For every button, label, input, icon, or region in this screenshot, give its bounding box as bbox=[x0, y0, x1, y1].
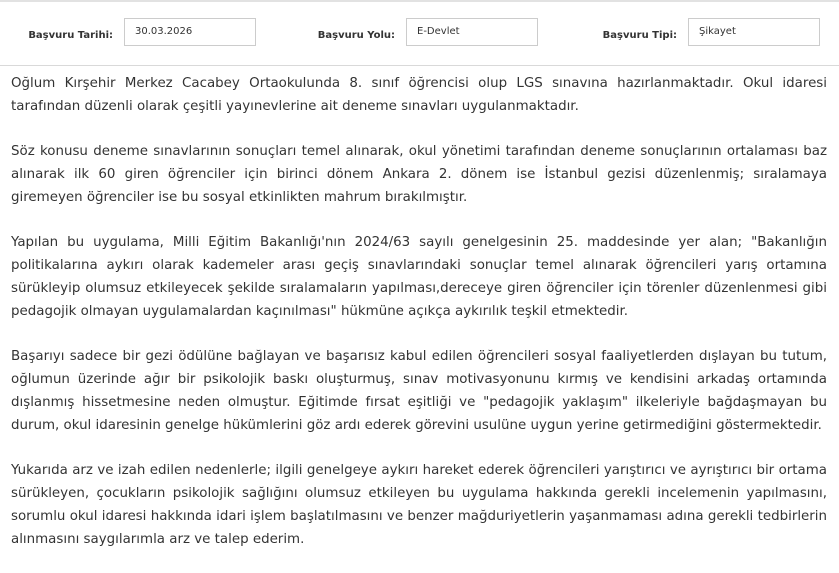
application-type-field[interactable]: Şikayet bbox=[688, 18, 820, 46]
application-type-label: Başvuru Tipi: bbox=[602, 30, 677, 41]
complaint-paragraph-3: Yapılan bu uygulama, Milli Eğitim Bakanlığı'nın 2024/63 sayılı genelgesinin 25. maddesinde yer alan; "Bakanlığın politikalarına aykırı olarak kademeler arası geçiş sınavlarındaki sonuçlar temel alınarak öğrencileri yarış ortamına sürükleyip olumsuz etkileyecek şekilde sıralamaların yapılması,dereceye giren öğrenciler için törenler düzenlenmesi gibi pedagojik olmayan uygulamalardan kaçınılması" hükmüne açıkça aykırılık teşkil etmektedir. bbox=[11, 235, 827, 319]
application-info-header bbox=[0, 2, 839, 66]
complaint-paragraph-2: Söz konusu deneme sınavlarının sonuçları temel alınarak, okul yönetimi tarafından deneme sonuçlarının ortalaması baz alınarak ilk 60 giren öğrenciler için birinci dönem Ankara 2. dönem ise İstanbul gezisi düzenlenmiş; sıralamaya giremeyen öğrenciler ise bu sosyal etkinlikten mahrum bırakılmıştır. bbox=[11, 144, 827, 205]
application-channel-label: Başvuru Yolu: bbox=[317, 30, 395, 41]
complaint-paragraph-5: Yukarıda arz ve izah edilen nedenlerle; ilgili genelgeye aykırı hareket ederek öğrencileri yarıştırıcı ve ayrıştırıcı bir ortama sürükleyen, çocukların psikolojik sağlığını olumsuz etkileyen bu uygulama hakkında gerekli incelemenin yapılmasını, sorumlu okul idaresi hakkında idari işlem başlatılmasını ve benzer mağduriyetlerin yaşanmaması adına gerekli tedbirlerin alınmasını saygılarımla arz ve talep ederim. bbox=[11, 463, 827, 547]
complaint-paragraph-4: Başarıyı sadece bir gezi ödülüne bağlayan ve başarısız kabul edilen öğrencileri sosyal faaliyetlerden dışlayan bu tutum, oğlumun üzerinde ağır bir psikolojik baskı oluşturmuş, sınav motivasyonunu kırmış ve kendisini arkadaş ortamında dışlanmış hissetmesine neden olmuştur. Eğitimde fırsat eşitliği ve "pedagojik yaklaşım" ilkeleriyle bağdaşmayan bu durum, okul idaresinin genelge hükümlerini göz ardı ederek görevini usulüne uygun yerine getirmediğini göstermektedir. bbox=[11, 349, 827, 433]
complaint-text bbox=[11, 72, 827, 573]
complaint-paragraph-1: Oğlum Kırşehir Merkez Cacabey Ortaokulunda 8. sınıf öğrencisi olup LGS sınavına hazırlanmaktadır. Okul idaresi tarafından düzenli olarak çeşitli yayınevlerine ait deneme sınavları uygulanmaktadır. bbox=[11, 76, 827, 114]
application-date-label: Başvuru Tarihi: bbox=[28, 30, 113, 41]
application-channel-field[interactable]: E-Devlet bbox=[406, 18, 538, 46]
application-date-field[interactable]: 30.03.2026 bbox=[124, 18, 256, 46]
